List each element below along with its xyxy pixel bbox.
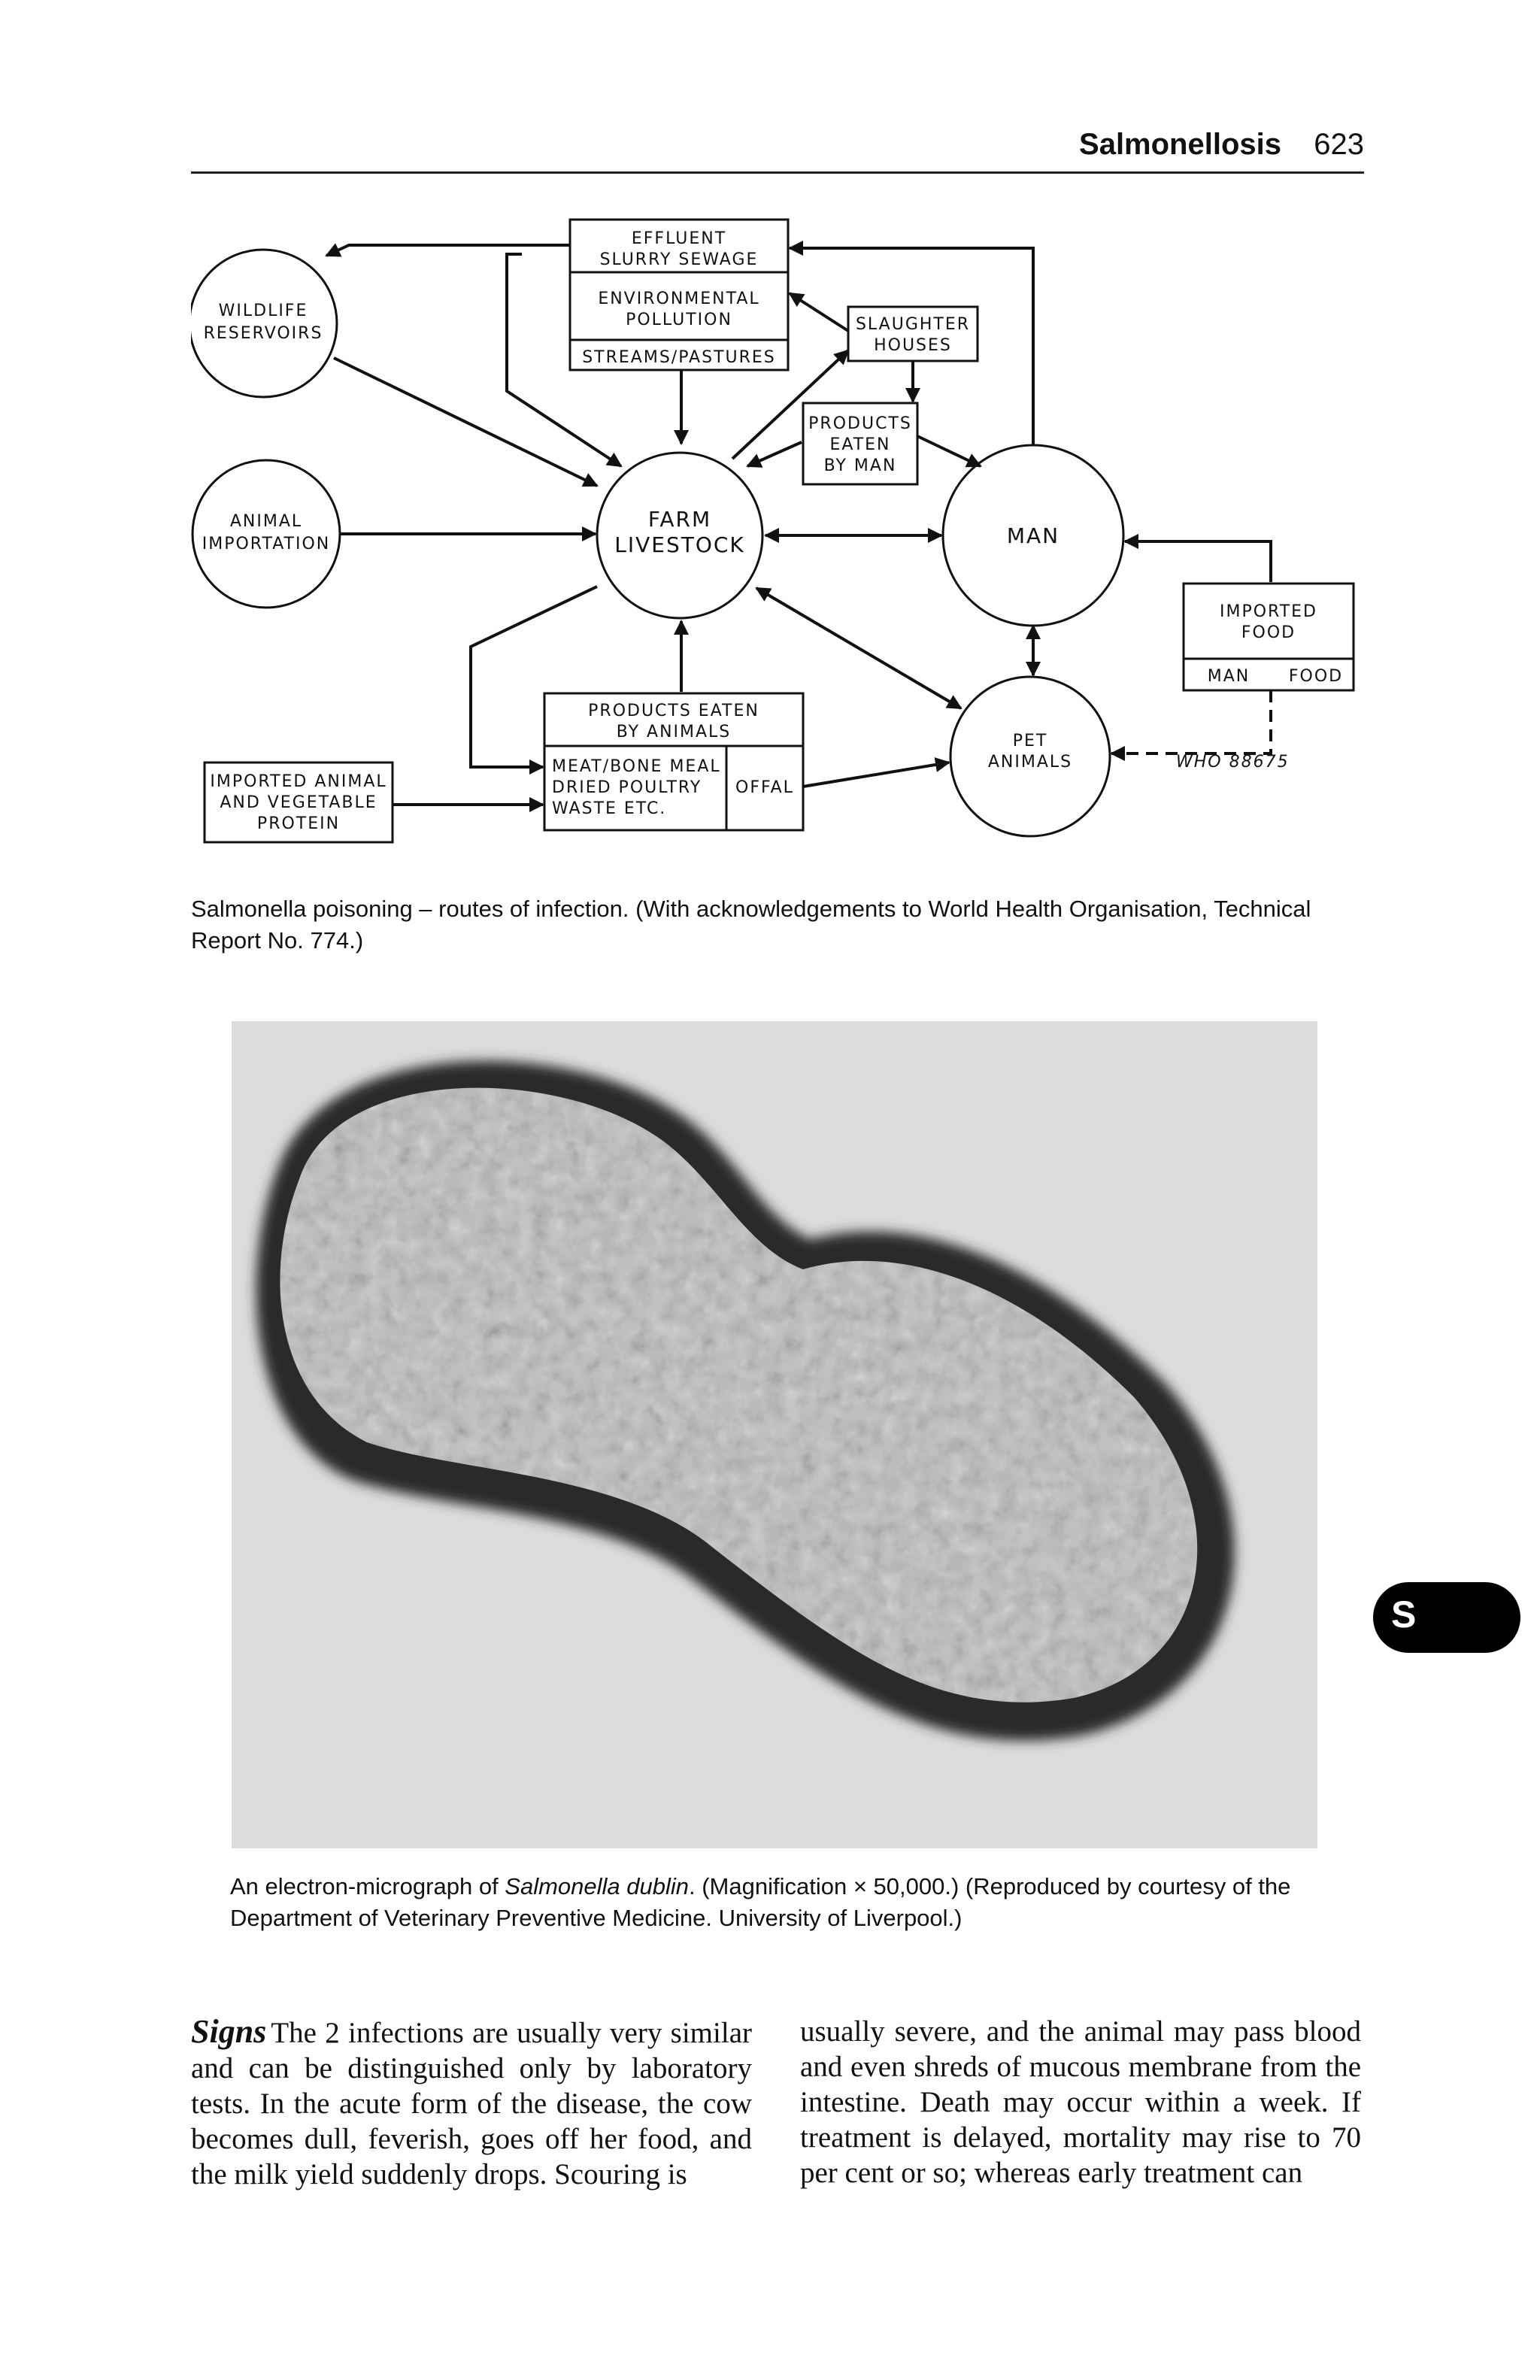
- svg-text:WILDLIFE: WILDLIFE: [218, 302, 308, 320]
- svg-text:SLURRY SEWAGE: SLURRY SEWAGE: [599, 250, 759, 269]
- micrograph-caption-species: Salmonella dublin: [505, 1873, 689, 1899]
- section-thumb-tab: [1373, 1582, 1520, 1653]
- electron-micrograph-image: [232, 1021, 1317, 1848]
- svg-text:FOOD: FOOD: [1288, 667, 1344, 686]
- body-text-left: The 2 infections are usually very similar and can be distinguished only by laboratory tests. In the acute form of the disease, the cow becomes dull, feverish, goes off her food, and the milk yield suddenly drops. Scouring is: [191, 2017, 752, 2191]
- pet-animals-node: [950, 677, 1110, 836]
- svg-text:ANIMALS: ANIMALS: [987, 753, 1073, 772]
- micrograph-caption-prefix: An electron-micrograph of: [230, 1873, 505, 1899]
- svg-text:IMPORTATION: IMPORTATION: [202, 535, 331, 553]
- svg-text:FOOD: FOOD: [1241, 623, 1296, 642]
- svg-text:EATEN: EATEN: [829, 435, 891, 454]
- running-header: [191, 126, 1364, 174]
- svg-text:HOUSES: HOUSES: [874, 336, 952, 355]
- svg-text:STREAMS/PASTURES: STREAMS/PASTURES: [582, 348, 776, 367]
- svg-text:POLLUTION: POLLUTION: [626, 311, 732, 329]
- svg-text:MEAT/BONE MEAL: MEAT/BONE MEAL: [552, 757, 721, 776]
- body-column-right: [800, 2014, 1361, 2191]
- svg-text:OFFAL: OFFAL: [735, 778, 794, 797]
- infection-routes-diagram: [191, 211, 1364, 887]
- who-reference: WHO 88675: [1176, 753, 1290, 772]
- svg-text:ANIMAL: ANIMAL: [229, 512, 303, 531]
- svg-text:LIVESTOCK: LIVESTOCK: [614, 532, 745, 557]
- svg-text:RESERVOIRS: RESERVOIRS: [203, 324, 323, 343]
- svg-text:MAN: MAN: [1006, 523, 1060, 548]
- micrograph-caption: [230, 1871, 1328, 1934]
- section-letter: S: [1391, 1593, 1417, 1636]
- wildlife-reservoirs-node: [191, 250, 337, 397]
- svg-text:PRODUCTS: PRODUCTS: [808, 414, 912, 433]
- svg-text:FARM: FARM: [647, 507, 712, 532]
- svg-text:IMPORTED: IMPORTED: [1219, 602, 1318, 621]
- svg-text:WASTE ETC.: WASTE ETC.: [552, 799, 667, 818]
- effluent-box: [570, 220, 788, 370]
- body-text-right: usually severe, and the animal may pass blood and even shreds of mucous membrane from the intestine. Death may occur within a week. If treatment is delayed, mortality may rise to 70 per cent or so; whereas early treatment can: [800, 2015, 1361, 2189]
- slaughter-houses-box: [848, 307, 978, 361]
- farm-livestock-node: [597, 453, 762, 618]
- svg-text:SLAUGHTER: SLAUGHTER: [855, 315, 971, 334]
- running-title: Salmonellosis: [1079, 128, 1281, 161]
- svg-text:PRODUCTS EATEN: PRODUCTS EATEN: [588, 702, 759, 720]
- svg-text:PET: PET: [1012, 732, 1048, 750]
- svg-text:BY ANIMALS: BY ANIMALS: [616, 723, 732, 741]
- man-node: [943, 445, 1123, 626]
- svg-text:IMPORTED ANIMAL: IMPORTED ANIMAL: [210, 772, 387, 791]
- svg-text:AND VEGETABLE: AND VEGETABLE: [220, 793, 377, 812]
- svg-text:MAN: MAN: [1207, 667, 1250, 686]
- products-eaten-by-man-box: [803, 403, 917, 484]
- signs-heading: Signs: [191, 2013, 267, 2050]
- imported-food-box: [1184, 584, 1354, 690]
- svg-text:BY MAN: BY MAN: [823, 456, 897, 475]
- svg-text:EFFLUENT: EFFLUENT: [631, 229, 727, 248]
- body-column-left: [191, 2014, 752, 2192]
- products-eaten-by-animals-box: [544, 693, 803, 830]
- animal-importation-node: [192, 460, 340, 608]
- svg-text:DRIED POULTRY: DRIED POULTRY: [552, 778, 702, 797]
- svg-text:PROTEIN: PROTEIN: [256, 814, 341, 833]
- diagram-caption: Salmonella poisoning – routes of infection. (With acknowledgements to World Health Organisation, Technical Report No. 774.): [191, 896, 1311, 954]
- imported-protein-box: [205, 763, 393, 842]
- micrograph-caption-suffix: . (Magnification × 50,000.) (Reproduced by courtesy of the Department of Veterinary Preventive Medicine. University of Liverpool.): [230, 1873, 1291, 1931]
- page-number: 623: [1314, 128, 1364, 161]
- svg-text:ENVIRONMENTAL: ENVIRONMENTAL: [598, 290, 760, 308]
